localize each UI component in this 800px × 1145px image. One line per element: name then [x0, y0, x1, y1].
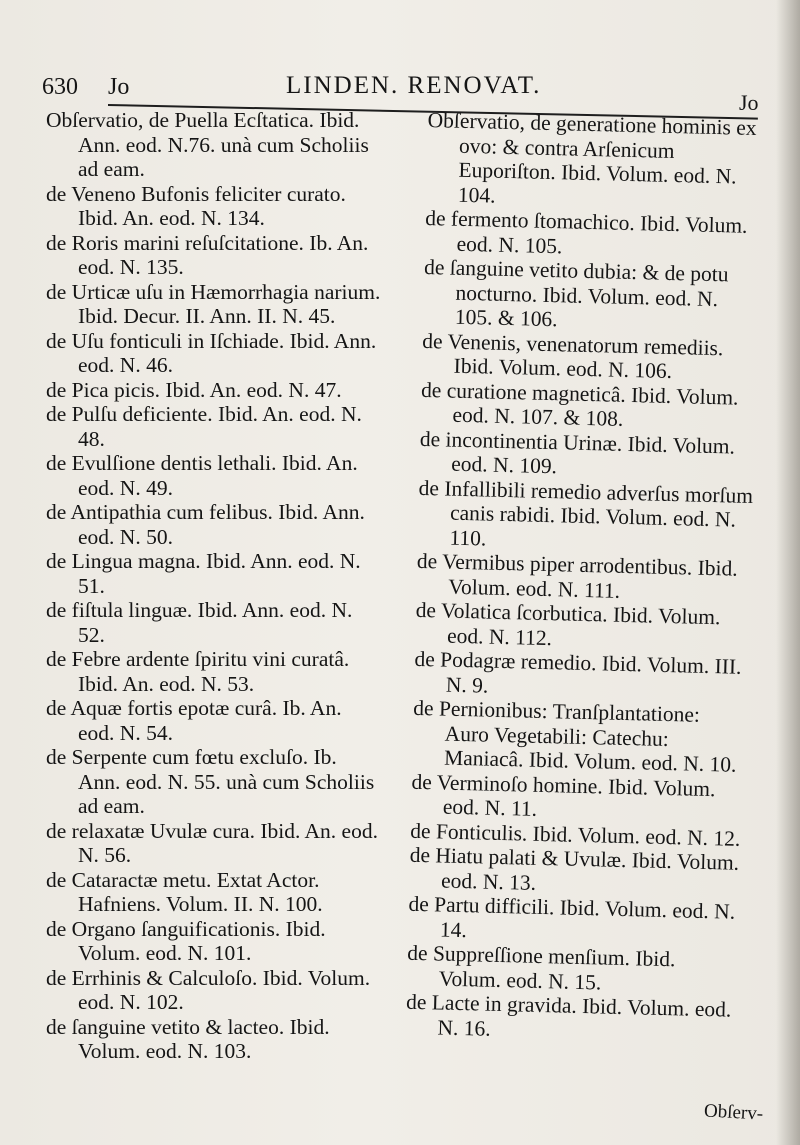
index-entry: de Verminoſo homine. Ibid. Volum. eod. N. 11. [411, 769, 716, 821]
index-entry: de Fonticulis. Ibid. Volum. eod. N. 12. [410, 818, 741, 851]
index-entry: de Lingua magna. Ibid. Ann. eod. N. 51. [46, 549, 361, 598]
index-entry: de Aquæ fortis epotæ curâ. Ib. An. eod. N. 54. [46, 696, 342, 745]
index-entry: de Serpente cum fœtu excluſo. Ib. Ann. eod. N. 55. unà cum Scholiis ad eam. [46, 745, 375, 818]
index-entry: de Lacte in gravida. Ibid. Volum. eod. N. 16. [405, 989, 732, 1041]
index-entry: de Febre ardente ſpiritu vini curatâ. Ibid. An. eod. N. 53. [46, 647, 350, 696]
index-entry: de Volatica ſcorbutica. Ibid. Volum. eod. N. 112. [415, 597, 721, 650]
page-header [42, 70, 762, 115]
index-entry: de Urticæ uſu in Hæmorrhagia narium. Ibid. Decur. II. Ann. II. N. 45. [46, 279, 381, 328]
index-entry: de Partu difficili. Ibid. Volum. eod. N. 14. [408, 891, 736, 942]
index-entry: de Veneno Bufonis feliciter curato. Ibid. An. eod. N. 134. [46, 181, 346, 230]
index-entry: de Infallibili remedio adverſus morſum canis rabidi. Ibid. Volum. eod. N. 110. [418, 475, 754, 551]
page-number: 630 [42, 74, 78, 100]
index-entry: de Suppreſſione menſium. Ibid. Volum. eod. N. 15. [407, 940, 676, 994]
index-entry: de Vermibus piper arrodentibus. Ibid. Volum. eod. N. 111. [416, 548, 738, 603]
left-guide-word: Jo [108, 74, 130, 100]
index-entry: de Antipathia cum felibus. Ibid. Ann. eod. N. 50. [46, 500, 365, 549]
right-column [405, 108, 763, 1047]
index-entry: de Pernionibus: Tranſplantatione: Auro Vegetabili: Catechu: Maniacâ. Ibid. Volum. eod. N. 10. [413, 695, 737, 777]
index-entry: Obſervatio, de Puella Ecſtatica. Ibid. Ann. eod. N.76. unà cum Scholiis ad eam. [46, 108, 369, 181]
index-entry: de Uſu fonticuli in Iſchiade. Ibid. Ann. eod. N. 46. [46, 328, 377, 377]
index-entry: de Venenis, venenatorum remediis. Ibid. Volum. eod. N. 106. [422, 328, 724, 384]
index-entry: de Organo ſanguificationis. Ibid. Volum. eod. N. 101. [46, 916, 326, 965]
left-column [46, 108, 381, 1064]
running-title: LINDEN. RENOVAT. [286, 72, 542, 99]
index-entry: de relaxatæ Uvulæ cura. Ibid. An. eod. N. 56. [46, 818, 378, 867]
index-entry: de Pulſu deficiente. Ibid. An. eod. N. 48. [46, 402, 362, 451]
index-entry: de fiſtula linguæ. Ibid. Ann. eod. N. 52. [46, 598, 353, 647]
index-entry: de Evulſione dentis lethali. Ibid. An. eod. N. 49. [46, 451, 358, 500]
index-entry: de ſanguine vetito dubia: & de potu nocturno. Ibid. Volum. eod. N. 105. & 106. [423, 254, 729, 332]
index-entry: de Errhinis & Calculoſo. Ibid. Volum. eod. N. 102. [46, 965, 371, 1014]
index-entry: de incontinentia Urinæ. Ibid. Volum. eod. N. 109. [419, 426, 736, 479]
index-entry: de ſanguine vetito & lacteo. Ibid. Volum. eod. N. 103. [46, 1014, 330, 1063]
right-guide-word: Jo [739, 90, 759, 115]
index-entry: de fermento ſtomachico. Ibid. Volum. eod. N. 105. [425, 205, 748, 258]
index-entry: Obſervatio, de generatione hominis ex ovo: & contra Arſenicum Euporiſton. Ibid. Volum. eod. N. 104. [427, 108, 757, 208]
index-entry: de Roris marini reſuſcitatione. Ib. An. eod. N. 135. [46, 230, 369, 279]
catchword: Obſerv- [703, 1100, 764, 1125]
index-entry: de Cataractæ metu. Extat Actor. Hafniens. Volum. II. N. 100. [46, 867, 323, 916]
index-entry: de Pica picis. Ibid. An. eod. N. 47. [46, 377, 342, 402]
index-entry: de Podagræ remedio. Ibid. Volum. III. N. 9. [414, 646, 742, 698]
index-entry: de Hiatu palati & Uvulæ. Ibid. Volum. eod. N. 13. [409, 842, 740, 895]
index-entry: de curatione magneticâ. Ibid. Volum. eod. N. 107. & 108. [420, 377, 739, 431]
